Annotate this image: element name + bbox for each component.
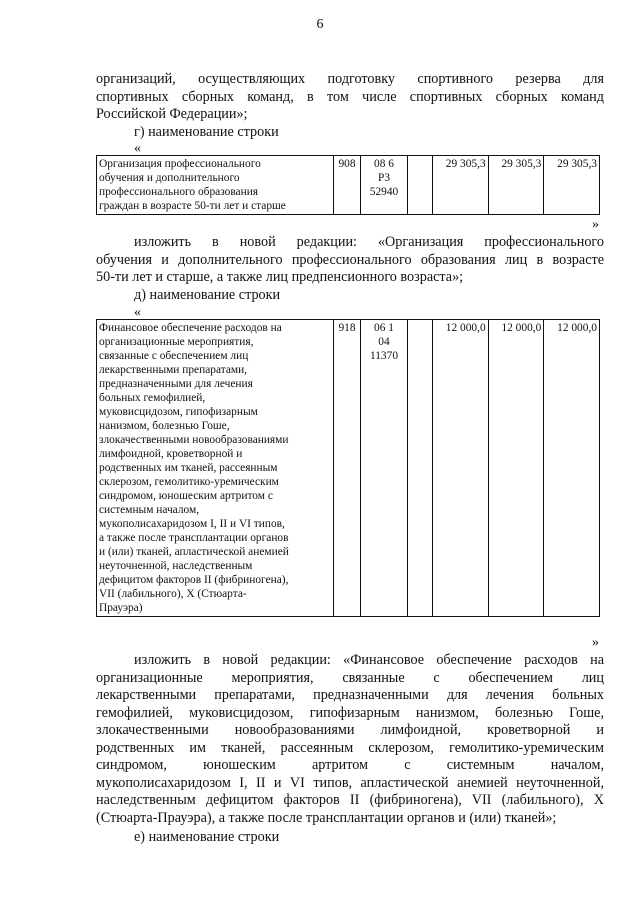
row-amount-cell: 29 305,3 <box>488 156 544 215</box>
row-name-line: VII (лабильного), X (Стюарта- <box>99 588 247 600</box>
row-name-line: Прауэра) <box>99 602 143 614</box>
new-text-line: гемофилией, муковисцидозом, гипофизарным нанизмом, болезнью Гоше, <box>96 704 604 721</box>
row-name-cell <box>97 320 334 617</box>
row-amount-cell: 12 000,0 <box>433 320 489 617</box>
row-name-line: Организация профессионального <box>99 158 261 170</box>
table-row <box>97 320 600 617</box>
row-name-line: больных гемофилией, <box>99 392 206 404</box>
row-name-line: мукополисахаридозом I, II и VI типов, <box>99 518 285 530</box>
row-name-line: профессионального образования <box>99 186 259 198</box>
new-text-line: родственных им тканей, рассеянным склерозом, гемолитико-уремическим <box>96 739 604 756</box>
row-section-line: 52940 <box>369 186 399 198</box>
row-name-line: связанные с обеспечением лиц <box>99 350 249 362</box>
new-text-line: изложить в новой редакции: «Организация профессионального <box>134 234 604 250</box>
new-text-line: (Стюарта-Прауэра), а также после трансплантации органов и (или) тканей»; <box>96 809 557 826</box>
item-d-close-quote: » <box>592 635 599 650</box>
row-code-cell: 908 <box>334 156 361 215</box>
item-g-new-text <box>96 234 604 287</box>
row-amount-cell: 12 000,0 <box>544 320 600 617</box>
new-text-line: наследственным дефицитом факторов II (фибриногена), VII (лабильного), X <box>96 792 604 808</box>
new-text-line: организационные мероприятия, связанные с обеспечением лиц <box>96 669 604 686</box>
row-name-line: нанизмом, болезнью Гоше, <box>99 420 230 432</box>
item-g-close-quote: » <box>592 217 599 232</box>
row-name-line: дефицитом факторов II (фибриногена), <box>99 574 289 586</box>
row-name-line: синдромом, юношеским артритом с <box>99 490 273 502</box>
row-name-cell <box>97 156 334 215</box>
row-name-line: муковисцидозом, гипофизарным <box>99 406 258 418</box>
item-d-heading: д) наименование строки <box>134 287 281 303</box>
row-name-line: лекарственными препаратами, <box>99 364 248 376</box>
new-text-line: мукополисахаридозом I, II и VI типов, апластической анемией неуточненной, <box>96 774 604 791</box>
item-g-open-quote: « <box>134 141 141 156</box>
row-name-line: граждан в возрасте 50-ти лет и старше <box>99 200 286 212</box>
row-name-line: лимфоидной, кроветворной и <box>99 448 243 460</box>
row-name-line: злокачественными новообразованиями <box>99 434 289 446</box>
item-d-new-text <box>96 652 604 827</box>
item-d-table <box>96 319 600 617</box>
item-d-open-quote: « <box>134 305 141 320</box>
item-g-table <box>96 155 600 215</box>
row-amount-cell: 12 000,0 <box>488 320 544 617</box>
intro-line: спортивных сборных команд, в том числе спортивных сборных команд <box>96 88 604 105</box>
row-code-cell: 918 <box>334 320 361 617</box>
row-name-line: склерозом, гемолитико-уремическим <box>99 476 279 488</box>
row-name-line: а также после трансплантации органов <box>99 532 289 544</box>
row-section-line: 08 6 <box>374 158 394 170</box>
page-number: 6 <box>316 17 324 32</box>
row-amount-cell: 29 305,3 <box>433 156 489 215</box>
row-amount-cell: 29 305,3 <box>544 156 600 215</box>
item-g-heading: г) наименование строки <box>134 124 279 140</box>
row-name-line: Финансовое обеспечение расходов на <box>99 322 282 334</box>
new-text-line: лекарственными препаратами, предназначенными для лечения больных <box>96 687 604 703</box>
new-text-line: злокачественными новообразованиями лимфоидной, кроветворной и <box>96 722 604 738</box>
row-name-line: обучения и дополнительного <box>99 172 240 184</box>
intro-line: Российской Федерации»; <box>96 106 248 122</box>
new-text-line: 50-ти лет и старше, а также лиц предпенсионного возраста»; <box>96 269 464 285</box>
row-section-line: 06 1 <box>374 322 394 334</box>
item-e-heading: е) наименование строки <box>134 829 280 845</box>
row-name-line: родственных им тканей, рассеянным <box>99 462 278 474</box>
new-text-line: обучения и дополнительного профессионального образования лиц в возрасте <box>96 251 604 268</box>
row-name-line: организационные мероприятия, <box>99 336 254 348</box>
row-section-line: 04 <box>378 336 390 348</box>
intro-line: организаций, осуществляющих подготовку спортивного резерва для <box>96 71 604 87</box>
row-section-line: Р3 <box>377 172 391 184</box>
row-section-line: 11370 <box>369 350 399 362</box>
row-blank-cell <box>408 320 433 617</box>
row-blank-cell <box>408 156 433 215</box>
row-name-line: неуточненной, наследственным <box>99 560 253 572</box>
new-text-line: синдромом, юношеским артритом с системным началом, <box>96 757 604 773</box>
table-row <box>97 156 600 215</box>
intro-paragraph <box>96 71 604 124</box>
row-section-cell <box>361 156 408 215</box>
row-name-line: системным началом, <box>99 504 200 516</box>
row-name-line: и (или) тканей, апластической анемией <box>99 546 289 558</box>
row-name-line: предназначенными для лечения <box>99 378 253 390</box>
new-text-line: изложить в новой редакции: «Финансовое обеспечение расходов на <box>134 652 604 668</box>
row-section-cell <box>361 320 408 617</box>
